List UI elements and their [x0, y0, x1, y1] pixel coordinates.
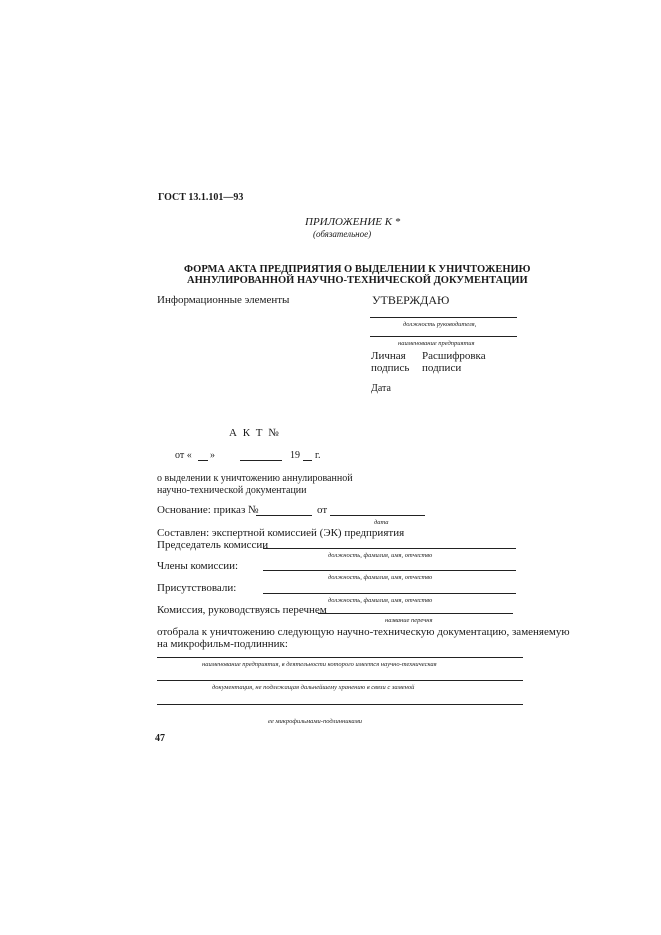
commission-line	[318, 613, 513, 614]
basis-label: Основание: приказ №	[157, 504, 259, 516]
approve-heading: УТВЕРЖДАЮ	[372, 293, 450, 307]
bottom-line-1	[157, 657, 523, 658]
members-line	[263, 570, 516, 571]
basis-date-caption: дата	[374, 519, 389, 526]
enterprise-caption: наименование предприятия	[398, 340, 475, 347]
decode-label-1: Расшифровка	[422, 350, 486, 362]
commission-label: Комиссия, руководствуясь перечнем	[157, 604, 327, 616]
basis-order-line	[256, 515, 312, 516]
act-year-suffix: г.	[315, 450, 321, 461]
appendix-subtitle: (обязательное)	[313, 229, 372, 239]
present-caption: должность, фамилия, имя, отчество	[328, 597, 433, 604]
act-month-line	[240, 460, 282, 461]
bottom-line-2	[157, 680, 523, 681]
act-date-quote-close: »	[210, 450, 215, 461]
present-line	[263, 593, 516, 594]
act-subject-line1: о выделении к уничтожению аннулированной	[157, 473, 353, 484]
appendix-title-text: ПРИЛОЖЕНИЕ К	[305, 216, 393, 228]
basis-date-line	[330, 515, 425, 516]
chair-caption: должность, фамилия, имя, отчество	[328, 552, 433, 559]
act-title: А К Т №	[229, 427, 281, 439]
act-date-prefix: от «	[175, 450, 192, 461]
form-title-line2: АННУЛИРОВАННОЙ НАУЧНО-ТЕХНИЧЕСКОЙ ДОКУМЕНТАЦИИ	[187, 275, 528, 286]
commission-caption: название перечня	[385, 617, 433, 624]
chair-label: Председатель комиссии	[157, 539, 269, 551]
bottom-caption-1: наименование предприятия, в деятельности которого имеется научно-техническая	[202, 661, 437, 668]
appendix-title	[305, 216, 400, 228]
enterprise-line	[370, 336, 517, 337]
act-subject-line2: научно-технической документации	[157, 485, 307, 496]
act-year-line	[303, 460, 312, 461]
basis-from-label: от	[317, 504, 328, 516]
appendix-marker: *	[394, 216, 401, 228]
composed-text: Составлен: экспертной комиссией (ЭК) предприятия	[157, 527, 405, 539]
form-title-line1: ФОРМА АКТА ПРЕДПРИЯТИЯ О ВЫДЕЛЕНИИ К УНИЧТОЖЕНИЮ	[184, 264, 531, 275]
selected-line2: на микрофильм-подлинник:	[157, 638, 288, 650]
bottom-caption-3: ее микрофильмами-подлинниками	[268, 718, 362, 725]
selected-line1: отобрала к уничтожению следующую научно-техническую документацию, заменяемую	[157, 626, 570, 638]
act-year-prefix: 19	[290, 450, 300, 461]
members-label: Члены комиссии:	[157, 560, 239, 572]
bottom-caption-2: документация, не подлежащая дальнейшему хранению в связи с заменой	[212, 684, 415, 691]
chair-line	[263, 548, 516, 549]
date-label: Дата	[371, 383, 391, 394]
signature-label-1: Личная	[371, 350, 406, 362]
signature-label-2: подпись	[371, 362, 410, 374]
members-caption: должность, фамилия, имя, отчество	[328, 574, 433, 581]
act-day-line	[198, 460, 208, 461]
position-line	[370, 317, 517, 318]
page-number: 47	[155, 733, 165, 744]
decode-label-2: подписи	[422, 362, 462, 374]
info-elements-label: Информационные элементы	[157, 294, 290, 306]
present-label: Присутствовали:	[157, 582, 237, 594]
position-caption: должность руководителя,	[403, 321, 477, 328]
document-code: ГОСТ 13.1.101—93	[158, 192, 244, 203]
bottom-line-3	[157, 704, 523, 705]
